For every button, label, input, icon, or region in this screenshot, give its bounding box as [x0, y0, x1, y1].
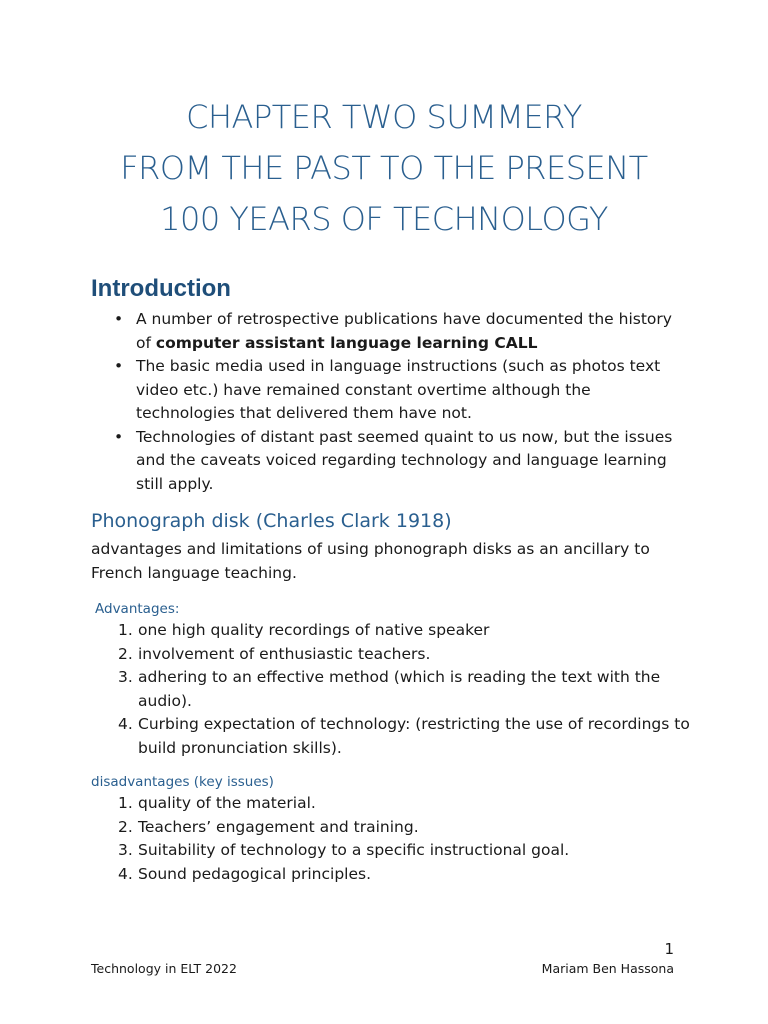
phonograph-heading: Phonograph disk (Charles Clark 1918)	[91, 510, 452, 532]
disadvantages-list	[91, 792, 691, 886]
footer-left-text: Technology in ELT 2022	[91, 961, 237, 976]
list-item	[118, 713, 691, 760]
item-text: one high quality recordings of native speaker	[138, 621, 490, 639]
item-number: 3.	[118, 668, 133, 686]
list-item	[118, 666, 691, 713]
bullet-bold-text: computer assistant language learning CALL	[155, 333, 538, 352]
item-text: Curbing expectation of technology: (restricting the use of recordings to build pronunciation skills).	[138, 715, 690, 757]
list-item	[118, 816, 691, 840]
advantages-list	[91, 619, 691, 760]
title-line-1: CHAPTER TWO SUMMERY	[186, 98, 582, 136]
document-body	[91, 270, 691, 886]
page-number: 1	[664, 940, 674, 958]
phonograph-description: advantages and limitations of using phonograph disks as an ancillary to French language teaching.	[91, 540, 650, 582]
bullet-text: A number of retrospective publications have documented the history of	[136, 310, 672, 352]
list-item	[118, 619, 691, 643]
item-text: quality of the material.	[138, 794, 316, 812]
list-item	[118, 839, 691, 863]
item-number: 2.	[118, 817, 133, 836]
item-number: 3.	[118, 841, 133, 859]
item-text: Sound pedagogical principles.	[138, 864, 372, 883]
list-item	[118, 863, 691, 887]
item-number: 1.	[118, 794, 133, 812]
item-number: 2.	[118, 644, 133, 663]
introduction-bullet-list	[91, 308, 691, 496]
disadvantages-heading: disadvantages (key issues)	[91, 774, 274, 790]
item-number: 4.	[118, 864, 133, 883]
list-item: • Technologies of distant past seemed quaint to us now, but the issues and the caveats voiced regarding technology and language learning still apply.	[136, 426, 691, 497]
advantages-heading: Advantages:	[95, 601, 180, 617]
item-text: adhering to an effective method (which is reading the text with the audio).	[138, 668, 661, 710]
introduction-heading: Introduction	[91, 275, 231, 302]
item-text: Teachers’ engagement and training.	[138, 817, 419, 836]
list-item	[136, 308, 691, 355]
title-line-2: FROM THE PAST TO THE PRESENT	[120, 149, 648, 187]
item-number: 1.	[118, 621, 133, 639]
title-line-3: 100 YEARS OF TECHNOLOGY	[160, 200, 608, 238]
item-number: 4.	[118, 715, 133, 733]
item-text: involvement of enthusiastic teachers.	[138, 644, 431, 663]
document-title	[0, 92, 768, 245]
footer-author: Mariam Ben Hassona	[541, 961, 674, 976]
list-item	[118, 792, 691, 816]
list-item	[118, 643, 691, 667]
list-item: • The basic media used in language instructions (such as photos text video etc.) have remained constant overtime although the technologies that delivered them have not.	[136, 355, 691, 426]
item-text: Suitability of technology to a specific instructional goal.	[138, 841, 570, 859]
